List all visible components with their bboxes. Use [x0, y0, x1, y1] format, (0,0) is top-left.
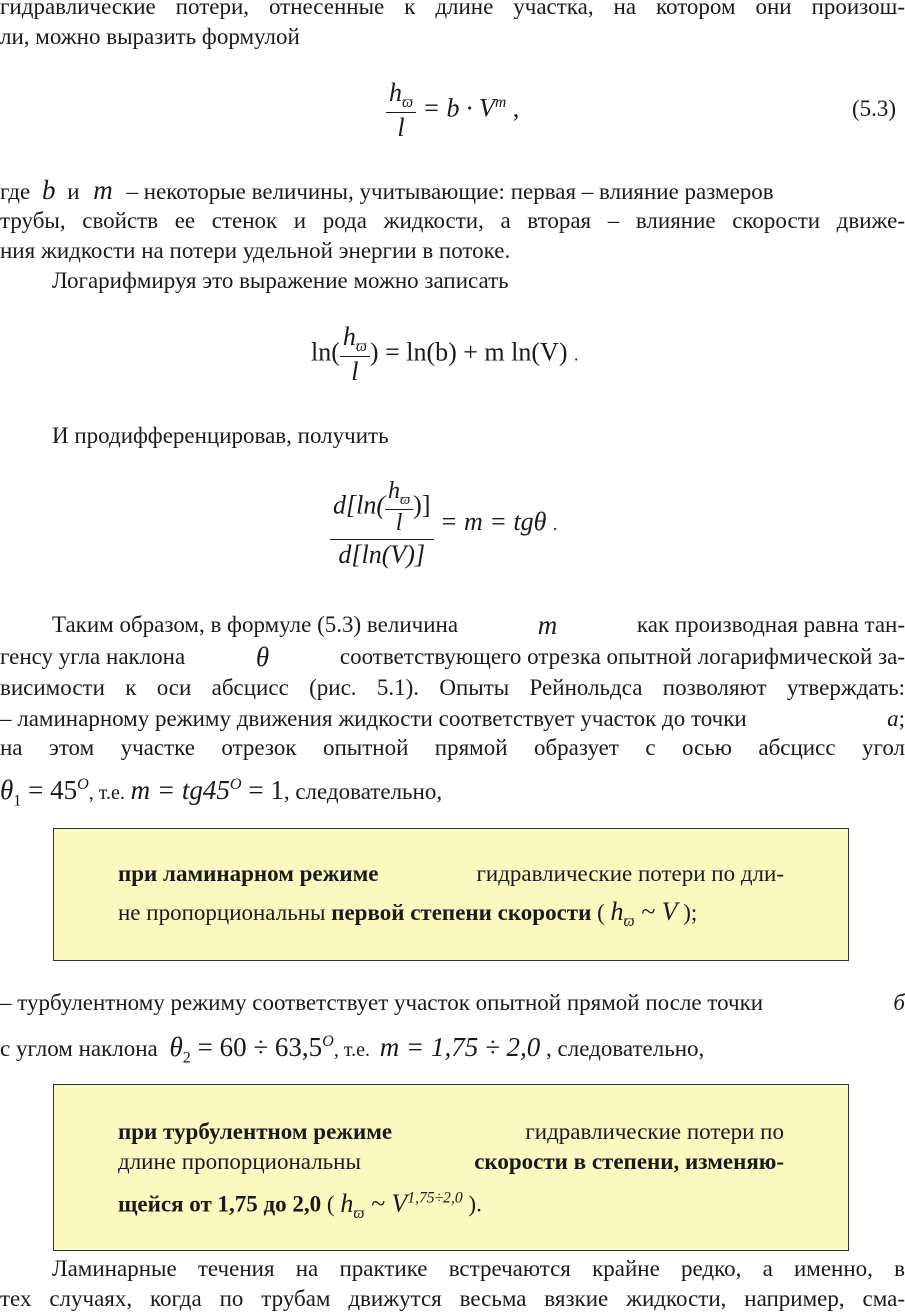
paragraph-line: гидравлические потери, отнесенные к длине участка, на котором они произош-: [0, 0, 905, 19]
paragraph-line: Логарифмируя это выражение можно записать: [52, 268, 509, 293]
paragraph-line: – турбулентному режиму соответствует участок опытной прямой после точки б: [0, 990, 905, 1015]
box-line: щейся от 1,75 до 2,0 ( $h_ϖ$ ~ $V^{1,75\div 2,0}$ ).: [118, 1188, 482, 1222]
paragraph-line: генсу угла наклона θ соответствующего отрезка опытной логарифмической за-: [0, 642, 905, 672]
equation-differential: d[ln( $\frac{h_ϖ}{l}$ )] d[ln(V)] = m = tgθ .: [330, 478, 557, 570]
equation-5-3: $\frac{h_ϖ}{l}$ = $b \cdot V^m$ ,: [386, 78, 519, 143]
paragraph-line: ния жидкости на потери удельной энергии в потоке.: [0, 238, 511, 263]
box-line: при турбулентном режиме гидравлические потери по: [118, 1119, 784, 1144]
equation-fraction: $\frac{h_ϖ}{l}$: [340, 322, 370, 387]
paragraph-line: трубы, свойств ее стенок и рода жидкости, а вторая – влияние скорости движе-: [0, 208, 905, 233]
paragraph-line: ли, можно выразить формулой: [0, 24, 300, 49]
paragraph-line: висимости к оси абсцисс (рис. 5.1). Опыты Рейнольдса позволяют утверждать:: [0, 675, 905, 700]
highlight-box-laminar: [53, 828, 849, 961]
equation-fraction: d[ln( $\frac{h_ϖ}{l}$ )] d[ln(V)]: [330, 478, 434, 570]
paragraph-line: Таким образом, в формуле (5.3) величина m как производная равна тан-: [52, 610, 905, 640]
box-line: при ламинарном режиме гидравлические потери по дли-: [118, 861, 784, 886]
paragraph-line: на этом участке отрезок опытной прямой образует с осью абсцисс угол: [0, 735, 905, 760]
paragraph-line: Ламинарные течения на практике встречаются крайне редко, а именно, в: [52, 1256, 905, 1281]
paragraph-line: $\theta_1 = 45^O$, т.е. $m = tg45^O = 1$, следовательно,: [0, 775, 443, 810]
paragraph-line: тех случаях, когда по трубам движутся весьма вязкие жидкости, например, сма-: [0, 1286, 905, 1311]
equation-ln: ln( $\frac{h_ϖ}{l}$ ) = ln(b) + m ln(V) .: [311, 322, 579, 387]
paragraph-line: с углом наклона $\theta_2 = 60 \div 63,5^O$, т.е. m = 1,75 ÷ 2,0 , следовательно,: [0, 1032, 705, 1067]
paragraph-line: – ламинарному режиму движения жидкости соответствует участок до точки а;: [0, 706, 905, 731]
equation-fraction: $\frac{h_ϖ}{l}$: [386, 78, 416, 143]
box-line: длине пропорциональны скорости в степени, изменяю-: [118, 1149, 784, 1174]
equation-number: (5.3): [852, 96, 897, 121]
highlight-box-turbulent: [53, 1084, 849, 1251]
paragraph-line: И продифференцировав, получить: [52, 423, 389, 448]
box-line: не пропорциональны первой степени скорости ( $h_ϖ$ ~ V );: [118, 897, 698, 931]
paragraph-line: где b и m – некоторые величины, учитывающие: первая – влияние размеров: [0, 175, 774, 205]
